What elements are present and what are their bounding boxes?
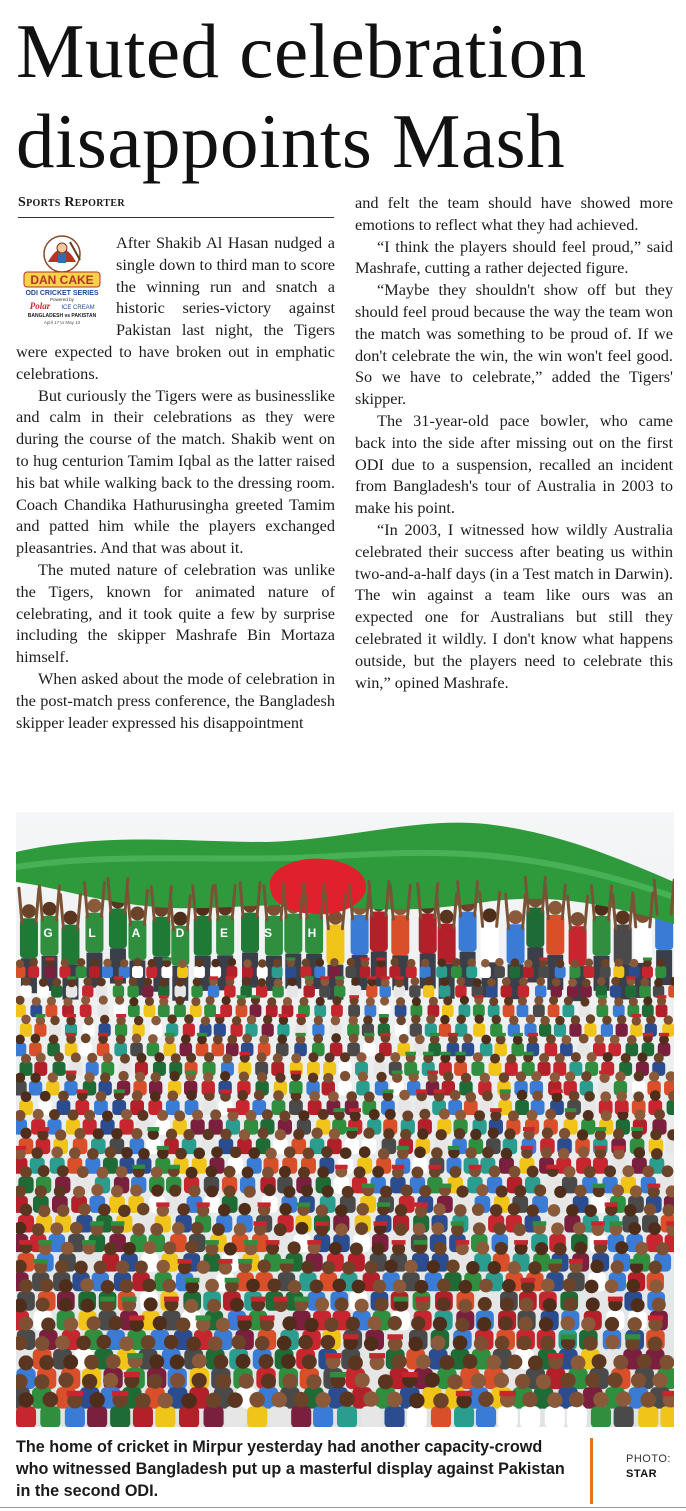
logo-powered-by: Powered by xyxy=(50,297,74,302)
shirt-letter: S xyxy=(263,926,273,940)
col1-paragraph-2: But curiously the Tigers were as businesslike and calm in their celebrations as they were during the course of the match. Shakib went on to hug centurion Tamim Iqbal as the latter raised his bat while walking back to the dressing room. Coach Chandika Hathurusingha greeted Tamim and patted him while the players exchanged pleasantries. And that was about it. xyxy=(16,385,335,558)
photo-credit xyxy=(626,1452,681,1482)
crowd-photo xyxy=(16,812,674,1427)
shirt-letter: L xyxy=(88,926,96,940)
logo-partner: Polar xyxy=(29,301,51,311)
shirt-letter: G xyxy=(43,926,53,940)
caption-divider xyxy=(590,1438,593,1504)
logo-series: ODI CRICKET SERIES xyxy=(25,290,99,297)
logo-teams: BANGLADESH vs PAKISTAN xyxy=(27,313,97,319)
sponsor-logo xyxy=(18,232,106,326)
logo-partner-sub: ICE CREAM xyxy=(61,305,95,311)
photo-credit-source: STAR xyxy=(626,1468,658,1480)
headline xyxy=(16,6,676,186)
photo-caption: The home of cricket in Mirpur yesterday had another capacity-crowd who witnessed Bangladesh put up a masterful display against Pakistan in the second ODI. xyxy=(16,1438,565,1500)
crowd-illustration xyxy=(16,812,674,1427)
byline: Sports Reporter xyxy=(18,195,334,218)
logo-dates: April 17 to May 10 xyxy=(43,320,81,325)
col2-paragraph-4: The 31-year-old pace bowler, who came back into the side after missing out on the first ODI due to a suspension, recalled an incident from Bangladesh's tour of Australia in 2003 to make his point. xyxy=(355,410,673,518)
col2-paragraph-5: “In 2003, I witnessed how wildly Australia celebrated their success after beating us within two-and-a-half days (in a Test match in Darwin). The win against a team like ours was an expected one for Australians but still they celebrated it wildly. I don't know what happens outside, but the players need to celebrate this win,” opined Mashrafe. xyxy=(355,519,673,692)
col1-paragraph-3: The muted nature of celebration was unlike the Tigers, known for animated nature of celebrating, and it took quite a few by surprise including the skipper Mashrafe Bin Mortaza himself. xyxy=(16,559,335,667)
photo-credit-label: PHOTO: xyxy=(626,1453,671,1465)
col2-paragraph-1: and felt the team should have showed more emotions to reflect what they had achieved. xyxy=(355,193,673,234)
bottom-rule xyxy=(0,1507,686,1508)
col1-paragraph-4: When asked about the mode of celebration in the post-match press conference, the Bangladesh skipper leader expressed his disappointment xyxy=(16,668,335,732)
shirt-letter: E xyxy=(219,926,229,940)
shirt-letter: A xyxy=(131,926,141,940)
shirt-letter: D xyxy=(175,926,185,940)
col2-paragraph-2: “I think the players should feel proud,” said Mashrafe, cutting a rather dejected figure. xyxy=(355,236,673,278)
headline-line-1: Muted celebration xyxy=(16,8,587,94)
col1-paragraph-1: After Shakib Al Hasan nudged a single down to third man to score the winning run and snatch a historic series-victory against Pakistan last night, the Tigers were expected to have broken out in emphatic celebrations. xyxy=(16,233,335,383)
shirt-letter: H xyxy=(307,926,317,940)
col2-paragraph-3: “Maybe they shouldn't show off but they should feel proud because the way the team won the match was something to be proud of. If we don't celebrate the win, the win won't feel good. So we have to celebrate,” added the Tigers' skipper. xyxy=(355,280,673,409)
article-column-1 xyxy=(16,232,335,733)
article-column-2 xyxy=(355,192,673,693)
headline-line-2: disappoints Mash xyxy=(16,98,566,184)
logo-brand: DAN CAKE xyxy=(30,273,94,287)
